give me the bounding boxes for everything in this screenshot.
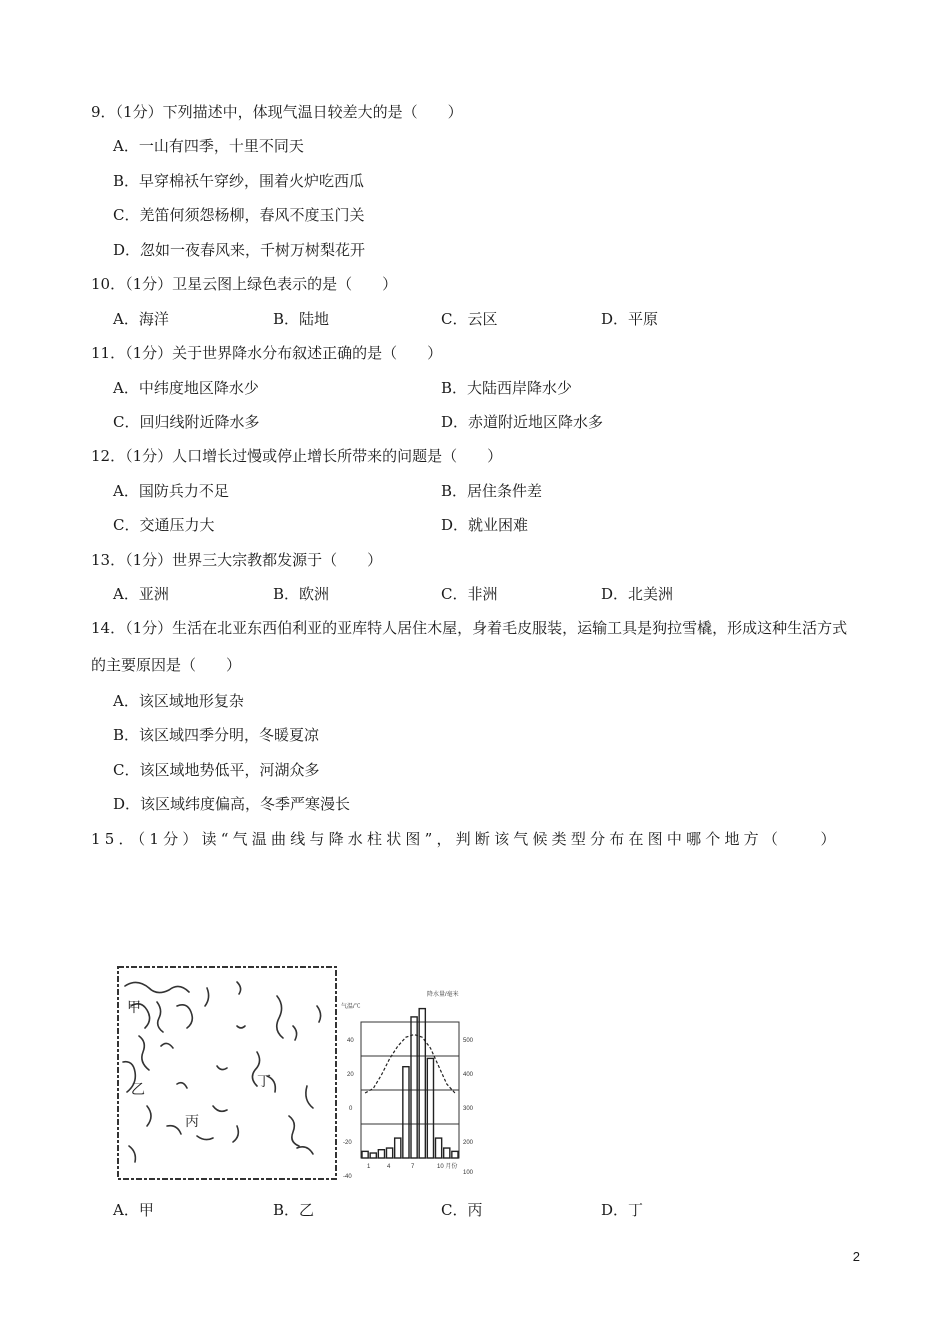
question-10-stem: 10．（1分）卫星云图上绿色表示的是（ ） bbox=[91, 275, 398, 293]
q9-option-d[interactable]: D．忽如一夜春风来，千树万树梨花开 bbox=[113, 241, 366, 259]
precip-bar bbox=[452, 1151, 458, 1158]
chart-left-axis-label: 气温/℃ bbox=[341, 1004, 361, 1010]
precip-bar bbox=[411, 1017, 417, 1158]
question-12-stem: 12．（1分）人口增长过慢或停止增长所带来的问题是（ ） bbox=[91, 447, 503, 465]
chart-left-tick: 0 bbox=[349, 1106, 353, 1112]
q14-option-c[interactable]: C．该区域地势低平，河湖众多 bbox=[113, 761, 320, 779]
question-14-stem: 14．（1分）生活在北亚东西伯利亚的亚库特人居住木屋，身着毛皮服装，运输工具是狗拉雪橇，形成这种生活方式的主要原因是（ ） bbox=[91, 619, 848, 674]
chart-x-tick: 1 bbox=[367, 1164, 371, 1170]
q14-option-a[interactable]: A．该区域地形复杂 bbox=[113, 692, 244, 710]
q10-option-d[interactable]: D．平原 bbox=[601, 310, 659, 328]
q11-option-b[interactable]: B．大陆西岸降水少 bbox=[441, 379, 573, 397]
question-15-figure bbox=[113, 962, 483, 1186]
precip-bar bbox=[419, 1009, 425, 1158]
map-label-yi: 乙 bbox=[131, 1082, 145, 1098]
q13-option-b[interactable]: B．欧洲 bbox=[273, 585, 330, 603]
page-number: 2 bbox=[852, 1249, 860, 1264]
map-label-jia: 甲 bbox=[127, 1000, 141, 1016]
q10-option-b[interactable]: B．陆地 bbox=[273, 310, 330, 328]
chart-right-tick: 400 bbox=[463, 1072, 474, 1078]
question-9-stem: 9．（1分）下列描述中，体现气温日较差大的是（ ） bbox=[91, 103, 463, 121]
question-15-stem: 15．（1分）读“气温曲线与降水柱状图”，判断该气候类型分布在图中哪个地方（ ） bbox=[91, 830, 840, 848]
chart-x-tick: 4 bbox=[387, 1164, 391, 1170]
temperature-curve bbox=[365, 1035, 455, 1094]
q11-option-a[interactable]: A．中纬度地区降水少 bbox=[113, 379, 259, 397]
chart-x-tick: 10 月份 bbox=[437, 1164, 458, 1170]
q10-option-a[interactable]: A．海洋 bbox=[113, 310, 169, 328]
q9-option-c[interactable]: C．羌笛何须怨杨柳，春风不度玉门关 bbox=[113, 206, 365, 224]
chart-x-tick: 7 bbox=[411, 1164, 415, 1170]
q15-option-d[interactable]: D．丁 bbox=[601, 1201, 644, 1219]
chart-left-tick: 40 bbox=[347, 1038, 354, 1044]
question-11-stem: 11．（1分）关于世界降水分布叙述正确的是（ ） bbox=[91, 344, 443, 362]
chart-right-tick: 300 bbox=[463, 1106, 474, 1112]
q12-option-d[interactable]: D．就业困难 bbox=[441, 516, 529, 534]
map-label-ding: 丁 bbox=[257, 1074, 271, 1090]
question-13-stem: 13．（1分）世界三大宗教都发源于（ ） bbox=[91, 551, 383, 569]
q15-option-b[interactable]: B．乙 bbox=[273, 1201, 315, 1219]
precip-bar bbox=[387, 1148, 393, 1158]
q11-option-d[interactable]: D．赤道附近地区降水多 bbox=[441, 413, 604, 431]
precip-bar bbox=[403, 1067, 409, 1158]
chart-right-tick: 100 bbox=[463, 1170, 474, 1176]
q13-option-c[interactable]: C．非洲 bbox=[441, 585, 498, 603]
q15-option-c[interactable]: C．丙 bbox=[441, 1201, 483, 1219]
chart-right-tick: 200 bbox=[463, 1140, 474, 1146]
region-map bbox=[117, 966, 337, 1180]
precip-bar bbox=[444, 1148, 450, 1158]
precip-bar bbox=[395, 1138, 401, 1158]
map-label-bing: 丙 bbox=[185, 1114, 199, 1130]
precip-bar bbox=[427, 1058, 433, 1158]
q13-option-a[interactable]: A．亚洲 bbox=[113, 585, 169, 603]
q14-option-b[interactable]: B．该区域四季分明，冬暖夏凉 bbox=[113, 726, 320, 744]
q13-option-d[interactable]: D．北美洲 bbox=[601, 585, 674, 603]
chart-right-axis-label: 降水量/毫米 bbox=[427, 992, 459, 998]
chart-right-tick: 500 bbox=[463, 1038, 474, 1044]
q12-option-a[interactable]: A．国防兵力不足 bbox=[113, 482, 229, 500]
q12-option-b[interactable]: B．居住条件差 bbox=[441, 482, 543, 500]
climate-chart bbox=[341, 962, 483, 1182]
q12-option-c[interactable]: C．交通压力大 bbox=[113, 516, 215, 534]
q11-option-c[interactable]: C．回归线附近降水多 bbox=[113, 413, 260, 431]
q9-option-a[interactable]: A．一山有四季，十里不同天 bbox=[113, 137, 304, 155]
q14-option-d[interactable]: D．该区域纬度偏高，冬季严寒漫长 bbox=[113, 795, 351, 813]
q9-option-b[interactable]: B．早穿棉袄午穿纱，围着火炉吃西瓜 bbox=[113, 172, 365, 190]
chart-left-tick: -20 bbox=[343, 1140, 352, 1146]
q10-option-c[interactable]: C．云区 bbox=[441, 310, 498, 328]
precip-bar bbox=[362, 1151, 368, 1158]
precip-bar bbox=[436, 1138, 442, 1158]
q15-option-a[interactable]: A．甲 bbox=[113, 1201, 154, 1219]
chart-left-tick: 20 bbox=[347, 1072, 354, 1078]
precip-bar bbox=[370, 1153, 376, 1158]
chart-left-tick: -40 bbox=[343, 1174, 352, 1180]
precip-bar bbox=[378, 1150, 384, 1158]
